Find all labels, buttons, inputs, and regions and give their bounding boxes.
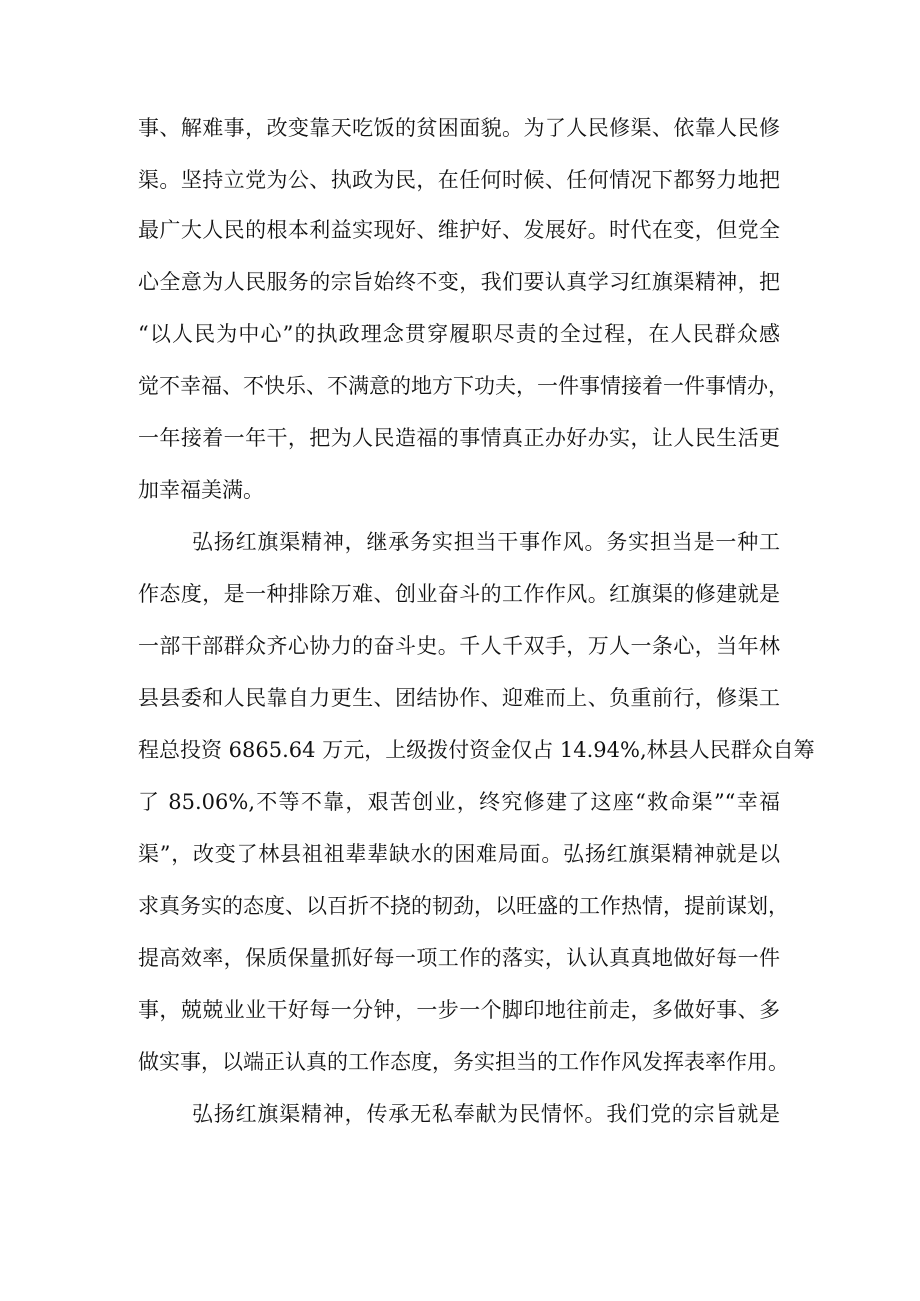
text-line-6: 觉不幸福、不快乐、不满意的地方下功夫，一件事情接着一件事情办， <box>138 374 789 398</box>
text-line-16: 求真务实的态度、以百折不挠的韧劲，以旺盛的工作热情，提前谋划， <box>138 894 789 918</box>
text-line-17: 提高效率，保质保量抓好每一项工作的落实，认认真真地做好每一件 <box>138 946 780 970</box>
paragraph-start-line: 弘扬红旗渠精神，传承无私奉献为民情怀。我们党的宗旨就是 <box>192 1102 780 1126</box>
text-line-18: 事，兢兢业业干好每一分钟，一步一个脚印地往前走，多做好事、多 <box>138 998 780 1022</box>
text-line-3: 最广大人民的根本利益实现好、维护好、发展好。时代在变，但党全 <box>138 218 780 242</box>
text-line-13: 程总投资 6865.64 万元，上级拨付资金仅占 14.94%,林县人民群众自筹 <box>138 738 815 762</box>
text-line-10: 作态度，是一种排除万难、创业奋斗的工作作风。红旗渠的修建就是 <box>138 582 780 606</box>
text-line-15: 渠”，改变了林县祖祖辈辈缺水的困难局面。弘扬红旗渠精神就是以 <box>138 842 780 866</box>
text-line-2: 渠。坚持立党为公、执政为民，在任何时候、任何情况下都努力地把 <box>138 168 780 192</box>
text-line-1: 事、解难事，改变靠天吃饭的贫困面貌。为了人民修渠、依靠人民修 <box>138 116 780 140</box>
paragraph-start-line: 弘扬红旗渠精神，继承务实担当干事作风。务实担当是一种工 <box>192 530 780 554</box>
text-line-4: 心全意为人民服务的宗旨始终不变，我们要认真学习红旗渠精神，把 <box>138 270 780 294</box>
text-line-5: “以人民为中心”的执政理念贯穿履职尽责的全过程，在人民群众感 <box>138 322 780 346</box>
text-line-19: 做实事，以端正认真的工作态度，务实担当的工作作风发挥表率作用。 <box>138 1050 789 1074</box>
text-line-8: 加幸福美满。 <box>138 478 264 502</box>
text-line-7: 一年接着一年干，把为人民造福的事情真正办好办实，让人民生活更 <box>138 426 780 450</box>
text-line-11: 一部干部群众齐心协力的奋斗史。千人千双手，万人一条心，当年林 <box>138 634 780 658</box>
text-line-12: 县县委和人民靠自力更生、团结协作、迎难而上、负重前行，修渠工 <box>138 686 780 710</box>
text-line-14: 了 85.06%,不等不靠，艰苦创业，终究修建了这座“救命渠”“幸福 <box>138 790 780 814</box>
